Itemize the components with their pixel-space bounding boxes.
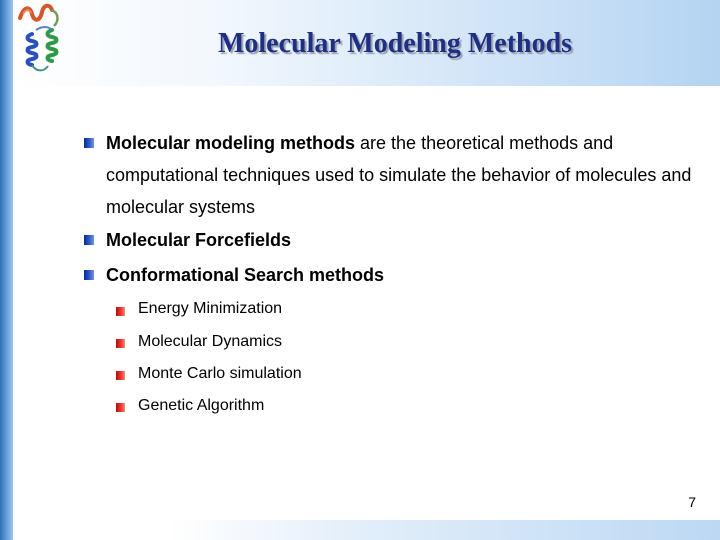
sub-list-item: Monte Carlo simulation (138, 365, 302, 382)
slide-title: Molecular Modeling Methods (217, 28, 573, 59)
bullet-square-icon (84, 270, 94, 280)
sub-bullet-square-icon (116, 307, 125, 316)
bullet-bold-text: Molecular modeling methods (106, 133, 356, 153)
sub-list-item: Energy Minimization (138, 300, 283, 317)
bullet-item (106, 259, 696, 291)
page-number: 7 (688, 494, 696, 510)
bullet-bold-text: Conformational Search methods (106, 265, 385, 285)
sub-bullet-square-icon (116, 403, 125, 412)
sub-bullet-square-icon (116, 371, 125, 380)
bullet-item (106, 224, 696, 256)
sub-bullet-square-icon (116, 339, 125, 348)
bullet-text: are the theoretical methods and computational techniques used to simulate the behavior of molecules and molecular systems (106, 133, 692, 217)
sub-list-item: Genetic Algorithm (138, 397, 265, 414)
bullet-item (106, 127, 696, 223)
bullet-square-icon (84, 138, 94, 148)
sub-list-item: Molecular Dynamics (138, 333, 283, 350)
bullet-square-icon (84, 235, 94, 245)
bullet-bold-text: Molecular Forcefields (106, 230, 292, 250)
